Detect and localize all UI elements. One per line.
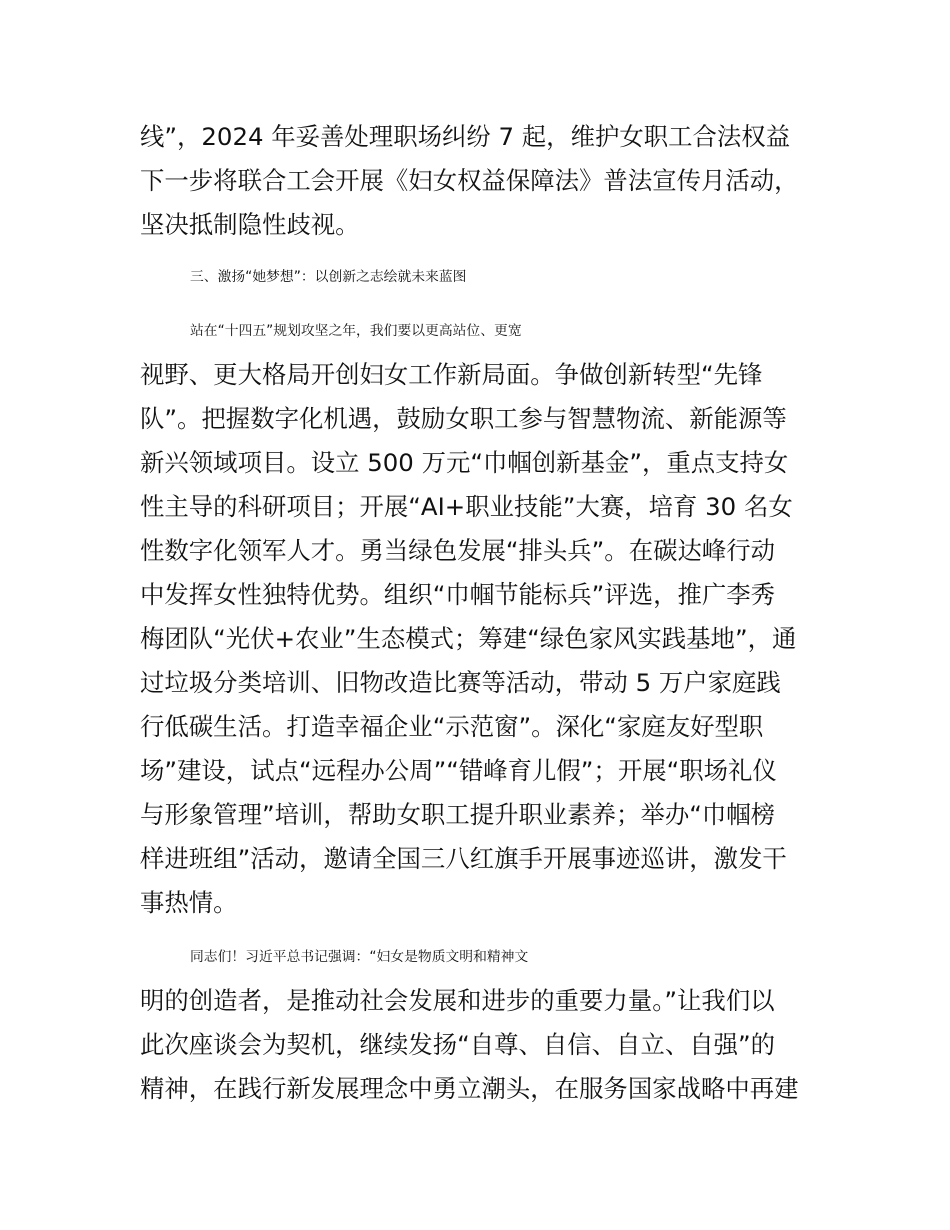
paragraph-line: 样进班组”活动，邀请全国三八红旗手开展事迹巡讲，激发干: [140, 844, 787, 873]
paragraph-line: 同志们！习近平总书记强调：“妇女是物质文明和精神文: [190, 949, 529, 965]
paragraph-line: 行低碳生活。打造幸福企业“示范窗”。深化“家庭友好型职: [140, 712, 764, 741]
paragraph-line: 坚决抵制隐性歧视。: [140, 210, 360, 239]
paragraph-line: 视野、更大格局开创妇女工作新局面。争做创新转型“先锋: [140, 360, 763, 389]
paragraph-line: 过垃圾分类培训、旧物改造比赛等活动，带动 5 万户家庭践: [140, 668, 781, 697]
paragraph-line: 新兴领域项目。设立 500 万元“巾帼创新基金”，重点支持女: [140, 448, 789, 477]
paragraph-line: 与形象管理”培训，帮助女职工提升职业素养；举办“巾帼榜: [140, 800, 776, 829]
paragraph-line: 线”，2024 年妥善处理职场纠纷 7 起，维护女职工合法权益: [140, 122, 791, 151]
paragraph-line: 梅团队“光伏+农业”生态模式；筹建“绿色家风实践基地”，通: [140, 624, 797, 653]
paragraph-line: 站在“十四五”规划攻坚之年，我们要以更高站位、更宽: [190, 323, 522, 339]
paragraph-line: 精神，在践行新发展理念中勇立潮头，在服务国家战略中再建: [140, 1074, 799, 1103]
paragraph-line: 此次座谈会为契机，继续发扬“自尊、自信、自立、自强”的: [140, 1030, 776, 1059]
paragraph-line: 队”。把握数字化机遇，鼓励女职工参与智慧物流、新能源等: [140, 404, 787, 433]
paragraph-line: 性主导的科研项目；开展“AI+职业技能”大赛，培育 30 名女: [140, 492, 793, 521]
paragraph-line: 性数字化领军人才。勇当绿色发展“排头兵”。在碳达峰行动: [140, 536, 776, 565]
paragraph-line: 事热情。: [140, 888, 238, 917]
paragraph-line: 下一步将联合工会开展《妇女权益保障法》普法宣传月活动，: [140, 166, 799, 195]
paragraph-line: 中发挥女性独特优势。组织“巾帼节能标兵”评选，推广李秀: [140, 580, 776, 609]
section-heading: 三、激扬“她梦想”：以创新之志绘就未来蓝图: [190, 269, 467, 285]
paragraph-line: 场”建设，试点“远程办公周”“错峰育儿假”；开展“职场礼仪: [140, 756, 777, 785]
paragraph-line: 明的创造者，是推动社会发展和进步的重要力量。”让我们以: [140, 986, 775, 1015]
